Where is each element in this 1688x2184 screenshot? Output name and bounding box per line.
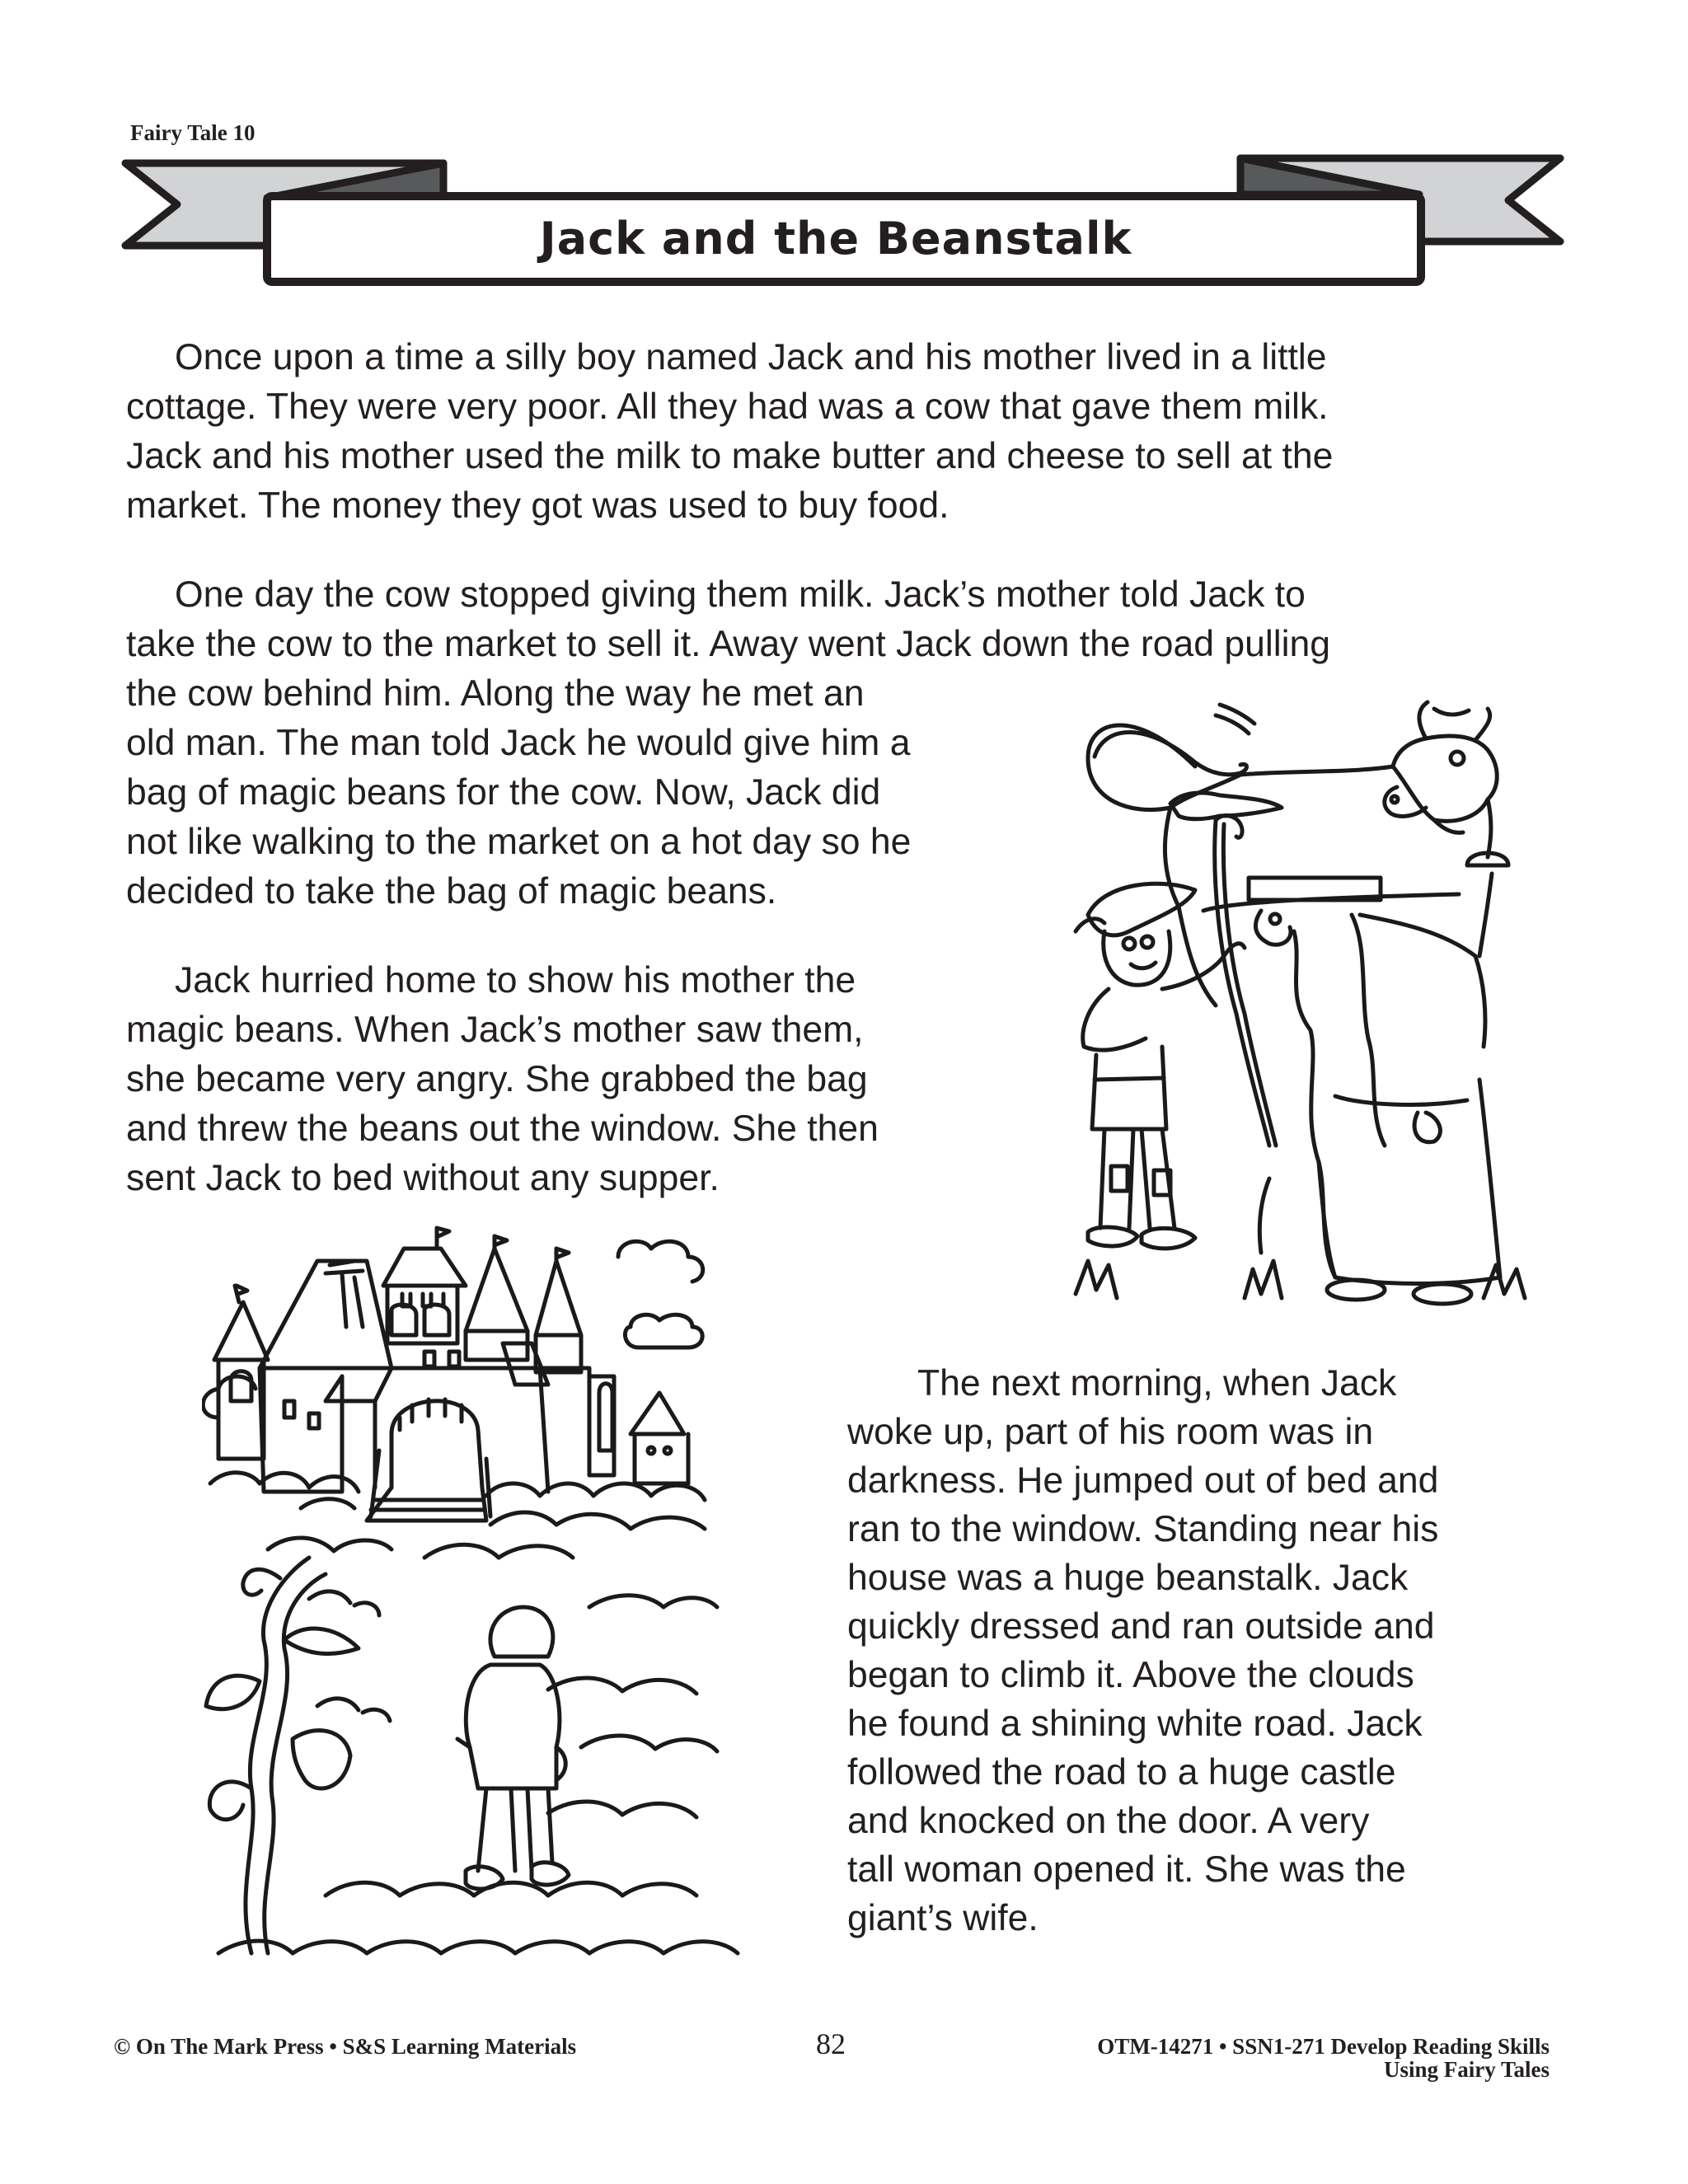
text-line: tall woman opened it. She was the [847,1849,1406,1890]
book-code-text: OTM-14271 • SSN1-271 Develop Reading Skills [1097,2034,1550,2059]
text-line: The next morning, when Jack [917,1363,1397,1404]
page-title: Jack and the Beanstalk [539,212,1132,265]
text-line: not like walking to the market on a hot day so he [126,822,912,862]
castle-clouds-illustration [202,1212,746,1986]
text-line: and threw the beans out the window. She then [126,1108,879,1149]
section-label: Fairy Tale 10 [130,120,256,145]
text-line: darkness. He jumped out of bed and [847,1460,1439,1501]
text-line: Once upon a time a silly boy named Jack and his mother lived in a little [175,337,1327,377]
text-line: sent Jack to bed without any supper. [126,1158,720,1198]
text-line: decided to take the bag of magic beans. [126,871,777,912]
copyright-text: © On The Mark Press • S&S Learning Materials [114,2034,577,2059]
text-line: quickly dressed and ran outside and [847,1606,1435,1647]
text-line: One day the cow stopped giving them milk. Jack’s mother told Jack to [175,574,1306,615]
text-line: magic beans. When Jack’s mother saw them, [126,1010,864,1050]
text-line: giant’s wife. [847,1898,1039,1938]
text-line: old man. The man told Jack he would give him a [126,723,911,763]
text-line: the cow behind him. Along the way he met an [126,673,865,714]
jack-cow-old-man-illustration [1071,684,1533,1310]
text-line: market. The money they got was used to buy food. [126,485,950,526]
text-line: he found a shining white road. Jack [847,1704,1423,1744]
text-line: woke up, part of his room was in [847,1412,1374,1452]
text-line: house was a huge beanstalk. Jack [847,1558,1409,1598]
page-number: 82 [816,2027,846,2060]
text-line: followed the road to a huge castle [847,1752,1396,1793]
text-line: take the cow to the market to sell it. Away went Jack down the road pulling [126,624,1331,664]
text-line: ran to the window. Standing near his [847,1509,1439,1549]
text-line: bag of magic beans for the cow. Now, Jack did [126,772,881,813]
text-line: cottage. They were very poor. All they had was a cow that gave them milk. [126,387,1329,427]
text-line: Jack and his mother used the milk to make butter and cheese to sell at the [126,436,1334,476]
text-line: Jack hurried home to show his mother the [175,960,856,1001]
text-line: began to climb it. Above the clouds [847,1655,1414,1695]
text-line: she became very angry. She grabbed the bag [126,1059,868,1099]
text-line: and knocked on the door. A very [847,1801,1370,1841]
book-title-text: Using Fairy Tales [1383,2057,1550,2082]
